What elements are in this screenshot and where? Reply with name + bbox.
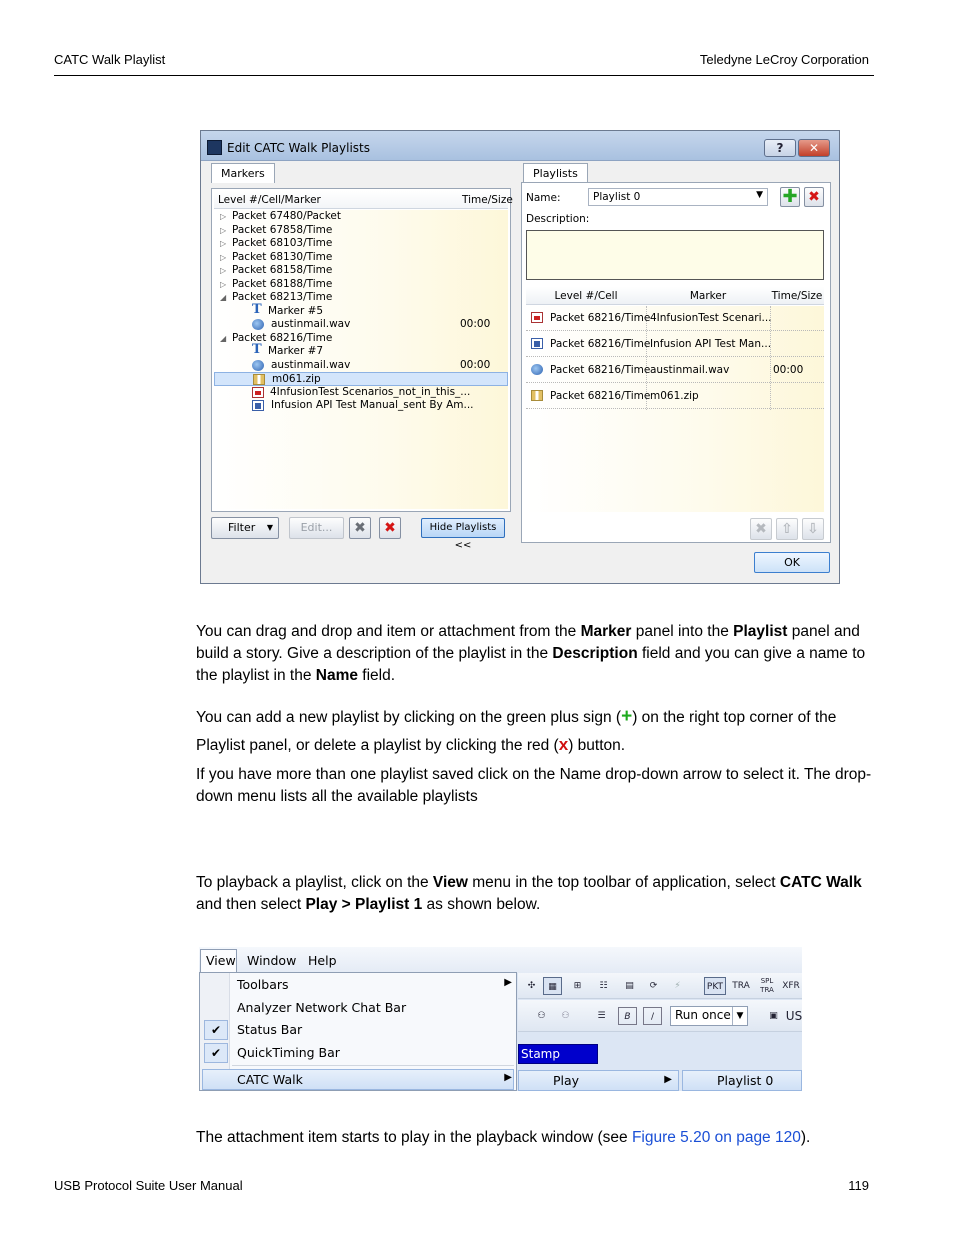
menu-help[interactable]: Help: [308, 953, 337, 968]
ltssm-icon[interactable]: ▤: [625, 981, 634, 991]
timing-icon[interactable]: ⊞: [573, 981, 582, 991]
paragraph-playback: To playback a playlist, click on the View menu in the top toolbar of application, select CATC Walk and then select Play > Playlist 1 as shown below.: [196, 874, 862, 913]
submenu-arrow-icon: ▶: [664, 1074, 672, 1085]
grid-view-icon[interactable]: ▦: [543, 977, 562, 995]
tree-row[interactable]: austinmail.wav 00:00: [214, 318, 508, 332]
toolbar-row-1: [518, 973, 802, 999]
grid-col-time: Time/Size: [771, 290, 823, 302]
playlist-grid-header: [526, 287, 824, 305]
menu-window[interactable]: Window: [247, 953, 297, 968]
italic-i-icon[interactable]: /: [643, 1007, 662, 1025]
chevron-down-icon: ▼: [266, 523, 273, 532]
bold-b-icon[interactable]: B: [618, 1007, 637, 1025]
tree-row[interactable]: ▷ Packet 67858/Time: [220, 223, 333, 236]
chevron-down-icon: ▼: [756, 190, 763, 200]
wav-icon: [252, 360, 264, 371]
tree-row-selected[interactable]: m061.zip: [214, 372, 508, 386]
pdf-icon: [531, 312, 543, 323]
playlist-row[interactable]: Packet 68216/Time austinmail.wav 00:00: [526, 358, 824, 383]
chevron-down-icon: ▼: [732, 1007, 747, 1025]
pkt-icon[interactable]: PKT: [704, 977, 726, 995]
text-marker-icon: T: [252, 301, 262, 317]
page-header-right: Teledyne LeCroy Corporation: [699, 52, 869, 67]
menu-bar: [199, 947, 802, 973]
dialog-title-bar: [201, 131, 839, 161]
collapse-icon[interactable]: ◢: [220, 293, 227, 302]
delete-gray-icon[interactable]: ✖: [349, 517, 371, 539]
expand-icon[interactable]: ▷: [220, 252, 227, 262]
filter-button[interactable]: Filter ▼: [211, 517, 279, 539]
red-x-icon: x: [558, 735, 569, 754]
tra-icon[interactable]: TRA: [732, 981, 750, 991]
grid-col-marker: Marker: [689, 290, 727, 302]
usb-label[interactable]: US: [785, 1009, 802, 1023]
view-dropdown-menu: [199, 972, 517, 1091]
menu-item-chat-bar[interactable]: Analyzer Network Chat Bar: [237, 1000, 407, 1015]
menu-view[interactable]: View: [206, 953, 236, 968]
tab-playlists[interactable]: Playlists: [523, 163, 588, 183]
tree-col-time: Time/Size: [462, 194, 513, 206]
header-rule: [54, 75, 874, 76]
doc-icon: [531, 338, 543, 349]
edit-button[interactable]: Edit...: [289, 517, 344, 539]
submenu-arrow-icon: ▶: [504, 977, 512, 988]
green-plus-icon: +: [621, 706, 633, 727]
playlist-grid[interactable]: [526, 306, 824, 512]
name-dropdown[interactable]: Playlist 0 ▼: [588, 188, 768, 206]
delete-red-icon[interactable]: ✖: [379, 517, 401, 539]
hide-playlists-button[interactable]: Hide Playlists <<: [421, 518, 505, 538]
grid-col-level: Level #/Cell: [554, 290, 618, 302]
tree-header: [214, 191, 513, 209]
tree-row[interactable]: T Marker #7: [252, 342, 324, 357]
description-field[interactable]: [526, 230, 824, 280]
name-label: Name:: [526, 192, 561, 204]
tree-row[interactable]: T Marker #5: [252, 301, 324, 317]
tree-col-level: Level #/Cell/Marker: [218, 194, 321, 206]
playlists-panel: [521, 182, 831, 543]
device-icon[interactable]: ▣: [769, 1011, 778, 1021]
tree-row[interactable]: 4InfusionTest Scenarios_not_in_this_...: [214, 386, 508, 400]
tree-row[interactable]: ◢ Packet 68213/Time: [220, 291, 333, 303]
submenu-playlist-0[interactable]: Playlist 0: [682, 1070, 802, 1091]
bookmark-icon[interactable]: ☰: [597, 1011, 606, 1021]
menu-item-toolbars[interactable]: Toolbars: [237, 977, 289, 992]
text-marker-icon: T: [252, 342, 262, 357]
menu-item-catc-walk[interactable]: CATC Walk: [237, 1072, 303, 1087]
tree-row[interactable]: ◢ Packet 68216/Time: [220, 331, 333, 344]
markers-tree[interactable]: [211, 188, 511, 512]
page-number: 119: [848, 1178, 869, 1193]
submenu-play[interactable]: Play ▶: [518, 1070, 679, 1091]
wav-icon: [531, 364, 543, 375]
toolbar-row-2: [518, 1000, 802, 1032]
remove-item-icon[interactable]: ✖: [750, 518, 772, 540]
tree-body: [214, 210, 508, 509]
page-header-left: CATC Walk Playlist: [54, 52, 166, 67]
zip-icon: [253, 374, 265, 385]
playlist-row[interactable]: Packet 68216/Time Infusion API Test Man...: [526, 332, 824, 357]
close-button[interactable]: ✕: [798, 139, 830, 157]
move-down-icon[interactable]: ⇩: [802, 518, 824, 540]
paragraph-dropdown: If you have more than one playlist saved click on the Name drop-down arrow to select it. The drop-down menu lists all the available playlists: [196, 766, 872, 805]
refresh-icon[interactable]: ⟳: [649, 981, 658, 991]
page-footer-left: USB Protocol Suite User Manual: [54, 1178, 243, 1193]
add-playlist-icon[interactable]: ✚: [780, 187, 800, 207]
paragraph-drag-drop: You can drag and drop and item or attachment from the Marker panel into the Playlist panel and build a story. Give a description of the playlist in the Description field and you can give a name to the playlist in the Name field.: [196, 623, 866, 684]
view-menu-screenshot: [199, 947, 802, 1091]
expand-icon[interactable]: ▷: [220, 279, 227, 289]
expand-icon[interactable]: ▷: [220, 266, 227, 275]
playlist-row[interactable]: Packet 68216/Time 4InfusionTest Scenari...: [526, 306, 824, 331]
tree-row[interactable]: Infusion API Test Manual_sent By Am...: [214, 399, 508, 413]
figure-link[interactable]: Figure 5.20 on page 120: [631, 1129, 801, 1146]
tree-row[interactable]: ▷ Packet 68158/Time: [220, 264, 333, 276]
paragraph-add-delete: You can add a new playlist by clicking on the green plus sign (+) on the right top corner of the Playlist panel, or delete a playlist by clicking the red (x) button.: [196, 706, 837, 754]
check-icon: ✔: [204, 1020, 228, 1040]
pdf-icon: [252, 387, 264, 398]
lightning-icon[interactable]: ⚡: [674, 981, 681, 991]
tree-row[interactable]: ▷ Packet 68130/Time: [220, 250, 333, 263]
expand-icon[interactable]: ▷: [220, 225, 227, 235]
menu-item-status-bar[interactable]: Status Bar: [237, 1022, 303, 1037]
app-icon: [207, 140, 222, 155]
xfr-icon[interactable]: XFR: [782, 981, 800, 991]
tree-row[interactable]: ▷ Packet 68103/Time: [220, 237, 333, 249]
binoculars-gray-icon[interactable]: ⚇: [561, 1011, 570, 1021]
paragraph-attachment: The attachment item starts to play in the playback window (see Figure 5.20 on page 120).: [196, 1129, 811, 1146]
tree-row[interactable]: ▷ Packet 68188/Time: [220, 277, 333, 290]
tree-row[interactable]: ▷ Packet 67480/Packet: [220, 210, 341, 222]
ok-button[interactable]: OK: [754, 552, 830, 573]
move-up-icon[interactable]: ⇧: [776, 518, 798, 540]
tab-markers[interactable]: Markers: [211, 163, 275, 183]
description-label: Description:: [526, 213, 590, 225]
expand-icon[interactable]: ▷: [220, 239, 227, 248]
playlist-row[interactable]: Packet 68216/Time m061.zip: [526, 384, 824, 409]
collapse-icon[interactable]: ◢: [220, 333, 227, 343]
run-once-dropdown[interactable]: Run once ▼: [670, 1006, 748, 1026]
menu-item-quicktiming-bar[interactable]: QuickTiming Bar: [237, 1045, 340, 1060]
zip-icon: [531, 390, 543, 401]
delete-playlist-icon[interactable]: ✖: [804, 187, 824, 207]
dialog-title: Edit CATC Walk Playlists: [227, 141, 370, 155]
target-icon[interactable]: ✣: [527, 981, 536, 991]
doc-icon: [252, 400, 264, 411]
tree-row[interactable]: austinmail.wav 00:00: [214, 359, 508, 373]
help-button[interactable]: ?: [764, 139, 796, 157]
check-icon: ✔: [204, 1043, 228, 1063]
binoculars-icon[interactable]: ⚇: [537, 1011, 546, 1021]
wav-icon: [252, 319, 264, 330]
expand-icon[interactable]: ▷: [220, 212, 227, 221]
edit-playlists-dialog: [200, 130, 840, 584]
submenu-arrow-icon: ▶: [504, 1072, 512, 1083]
stamp-cell: Stamp: [518, 1044, 598, 1064]
tree-icon[interactable]: ☷: [599, 981, 608, 991]
spl-tra-icon[interactable]: SPL TRA: [760, 977, 774, 994]
